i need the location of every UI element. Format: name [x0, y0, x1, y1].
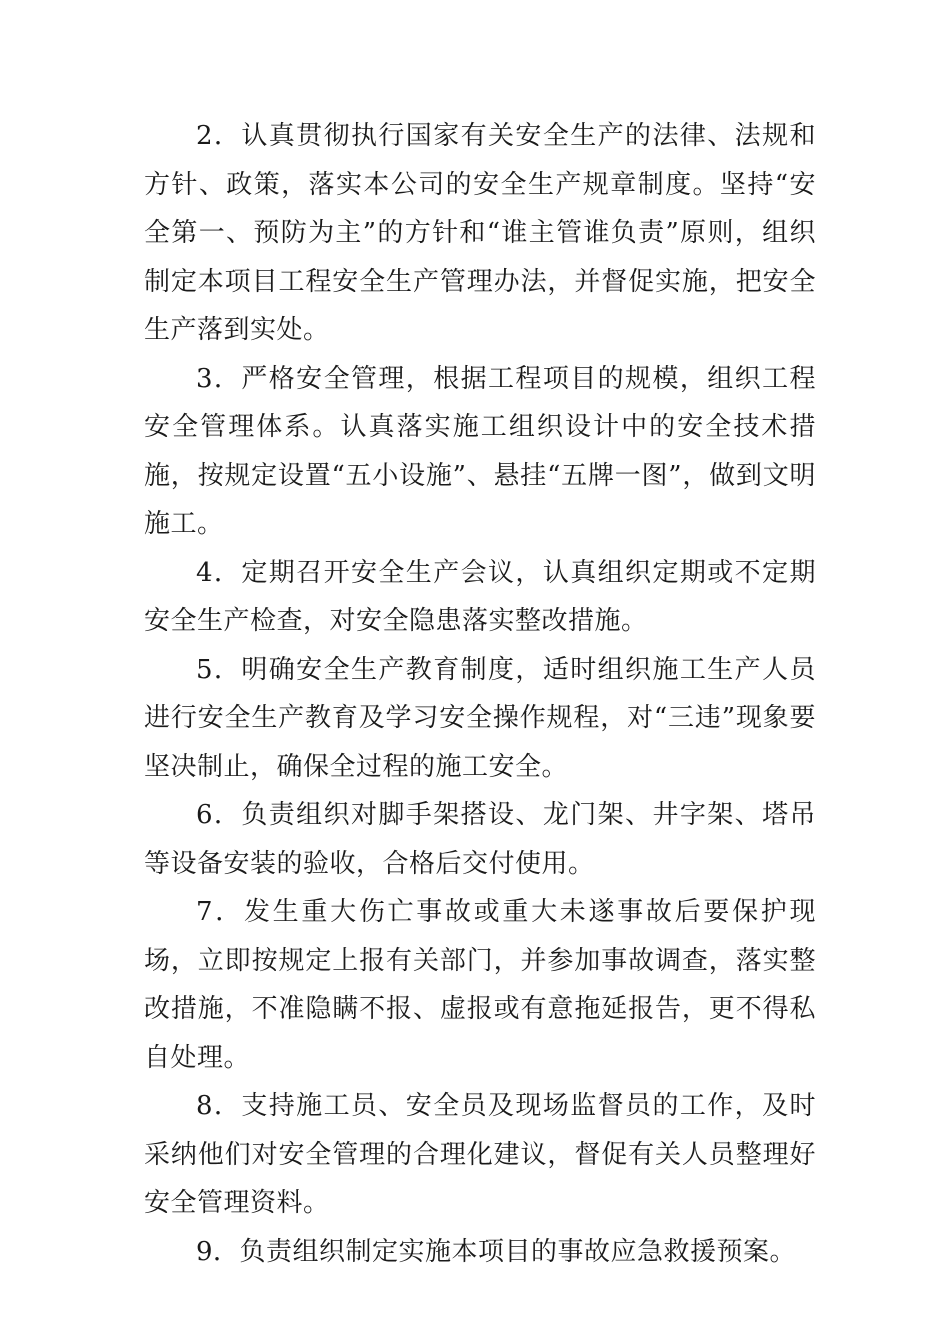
paragraph-item-7: 7．发生重大伤亡事故或重大未遂事故后要保护现场，立即按规定上报有关部门，并参加事故调查，落实整改措施，不准隐瞒不报、虚报或有意拖延报告，更不得私自处理。 [144, 897, 816, 1073]
paragraph-item-6: 6．负责组织对脚手架搭设、龙门架、井字架、塔吊等设备安装的验收，合格后交付使用。 [144, 800, 816, 879]
document-body [144, 112, 816, 1276]
paragraph-item-8: 8．支持施工员、安全员及现场监督员的工作，及时采纳他们对安全管理的合理化建议，督促有关人员整理好安全管理资料。 [144, 1091, 816, 1218]
paragraph-item-2: 2．认真贯彻执行国家有关安全生产的法律、法规和方针、政策，落实本公司的安全生产规章制度。坚持“安全第一、预防为主”的方针和“谁主管谁负责”原则，组织制定本项目工程安全生产管理办法，并督促实施，把安全生产落到实处。 [144, 121, 816, 345]
paragraph-item-9: 9．负责组织制定实施本项目的事故应急救援预案。 [196, 1236, 797, 1267]
paragraph-item-5: 5．明确安全生产教育制度，适时组织施工生产人员进行安全生产教育及学习安全操作规程，对“三违”现象要坚决制止，确保全过程的施工安全。 [144, 654, 816, 782]
paragraph-item-3: 3．严格安全管理，根据工程项目的规模，组织工程安全管理体系。认真落实施工组织设计中的安全技术措施，按规定设置“五小设施”、悬挂“五牌一图”，做到文明施工。 [144, 363, 816, 539]
paragraph-item-4: 4．定期召开安全生产会议，认真组织定期或不定期安全生产检查，对安全隐患落实整改措施。 [144, 557, 816, 636]
